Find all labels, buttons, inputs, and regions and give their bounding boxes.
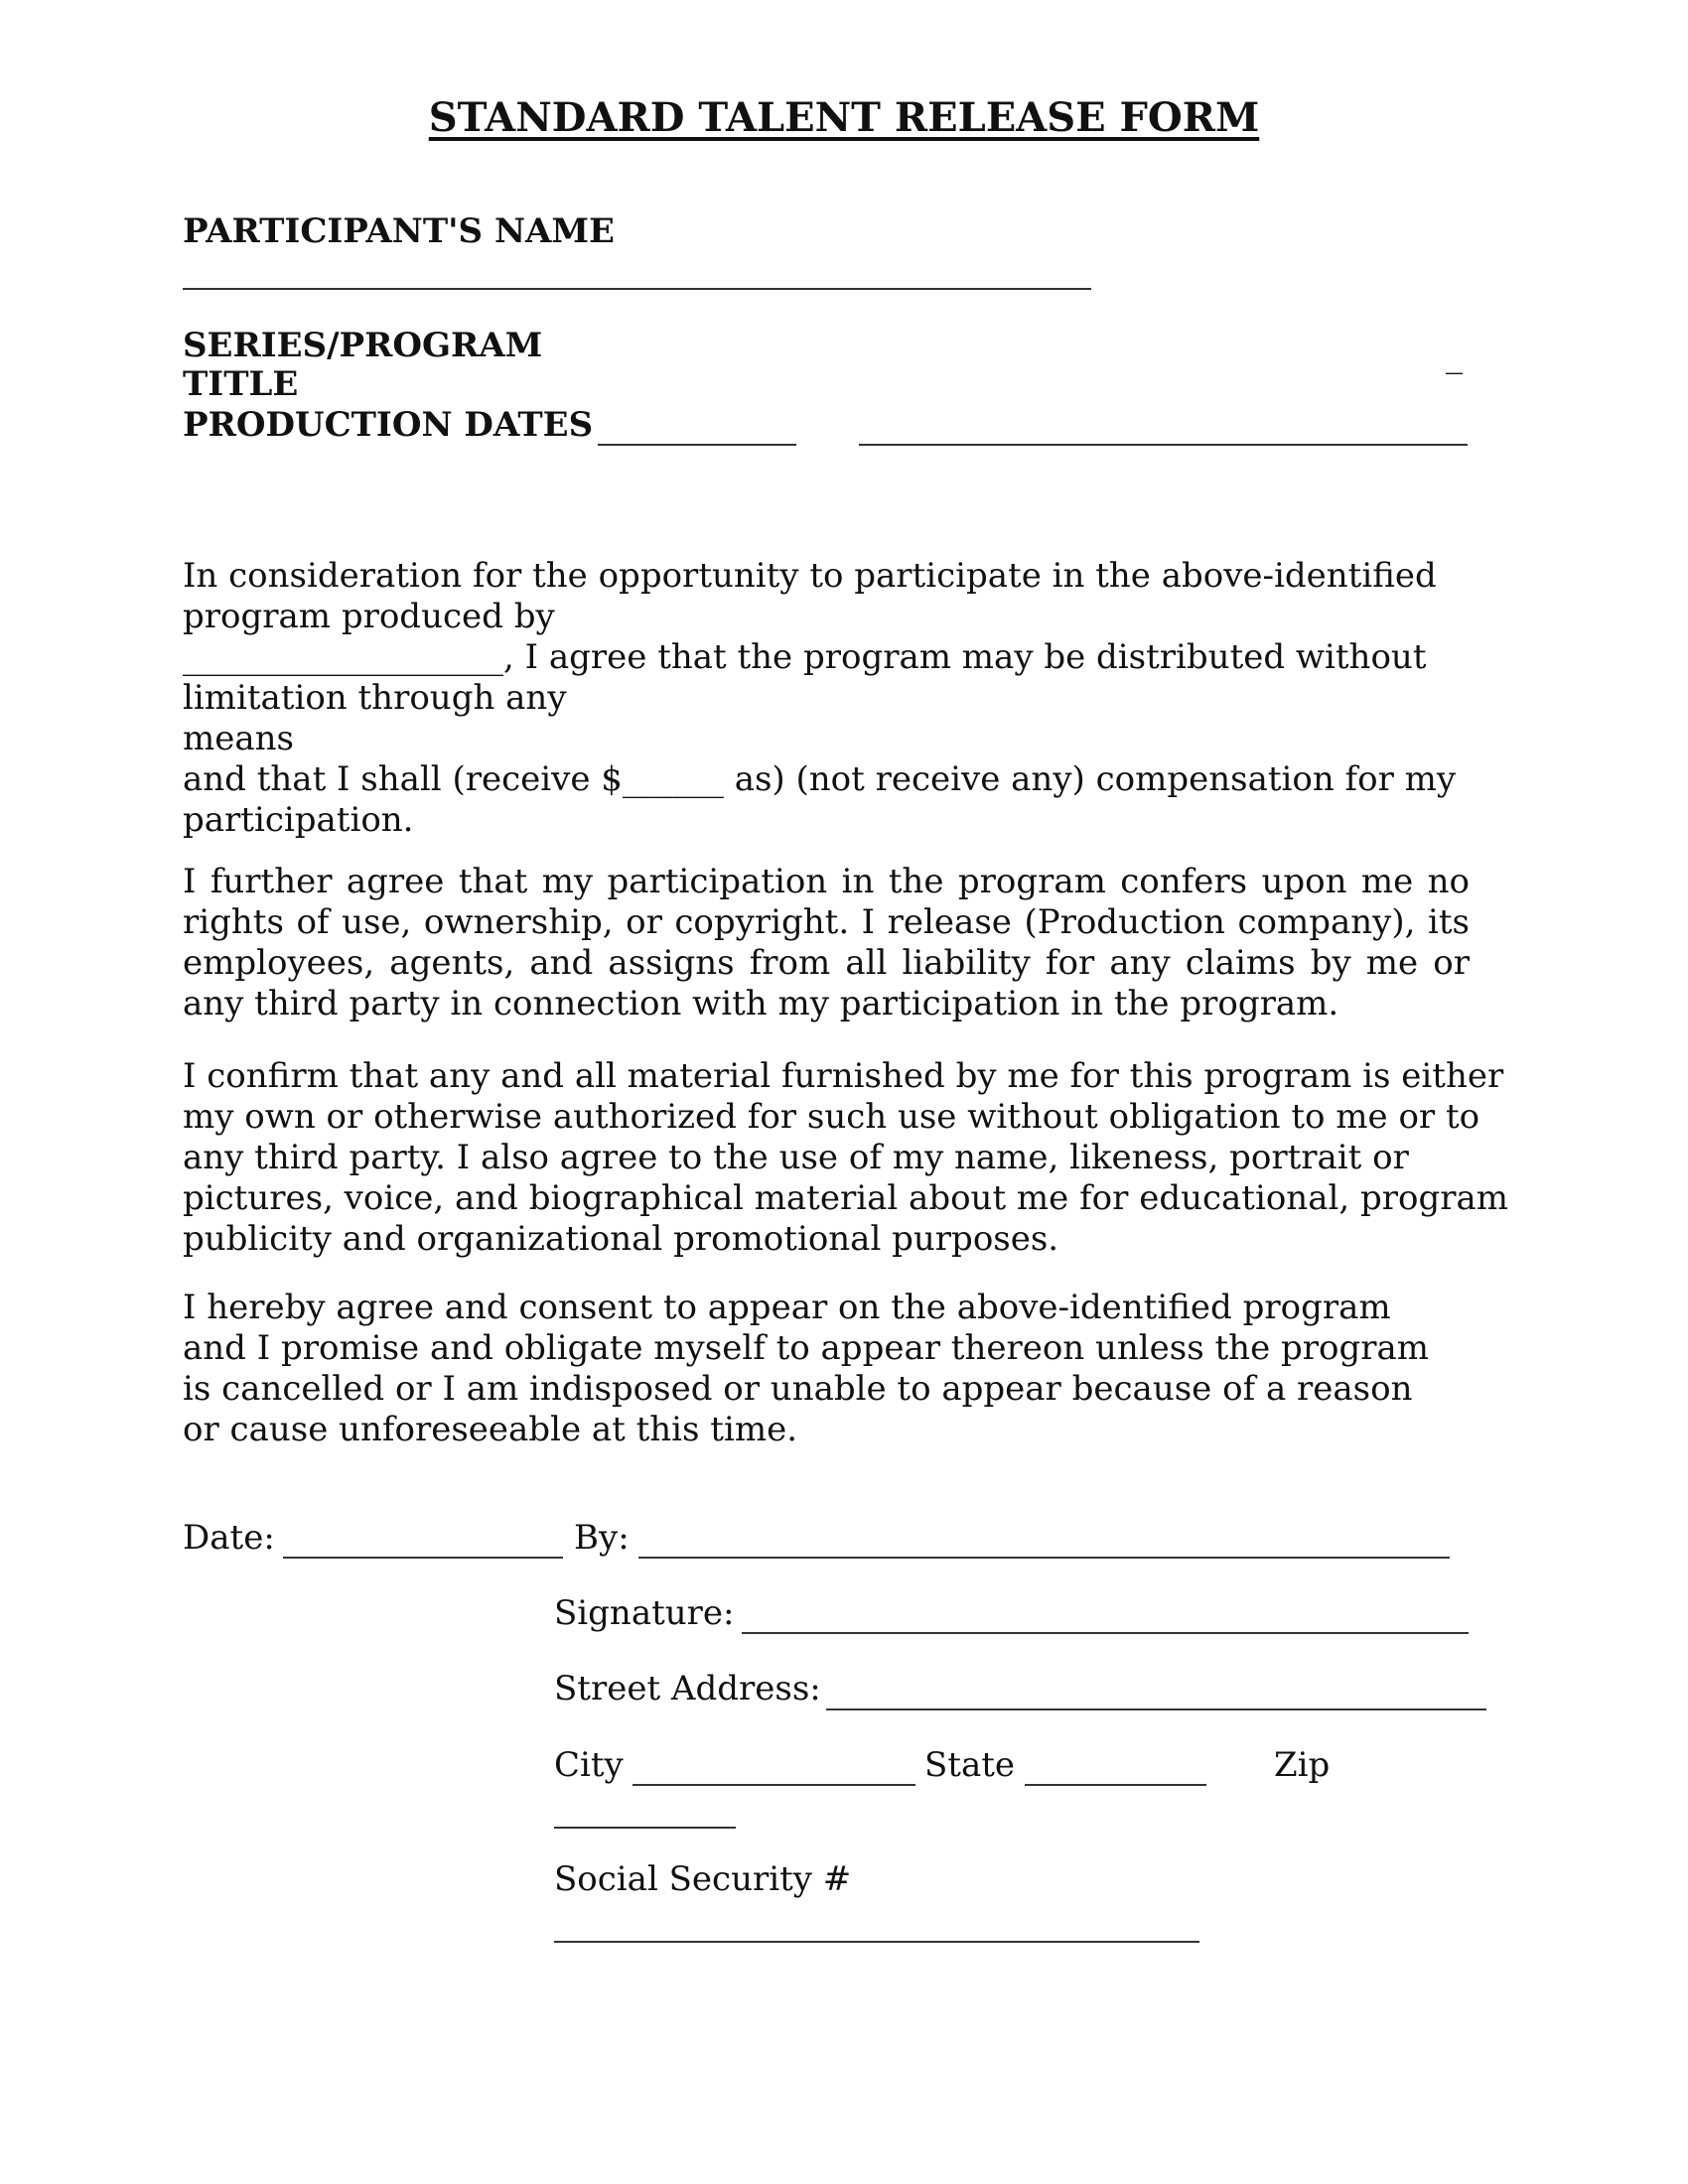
form-title: STANDARD TALENT RELEASE FORM xyxy=(428,94,1260,141)
signature-label: Signature: xyxy=(554,1593,735,1633)
production-end-date-field[interactable] xyxy=(859,444,1468,446)
paragraph-line: my own or otherwise authorized for such use without obligation to me or to xyxy=(183,1097,1480,1137)
by-label: By: xyxy=(574,1518,630,1558)
zip-field[interactable] xyxy=(554,1827,736,1829)
paragraph-line: is cancelled or I am indisposed or unable to appear because of a reason xyxy=(183,1369,1413,1409)
series-program-label: SERIES/PROGRAM xyxy=(183,326,543,365)
participant-name-field[interactable] xyxy=(183,288,1091,290)
social-security-field[interactable] xyxy=(554,1941,1199,1943)
material-paragraph xyxy=(183,1056,1508,1260)
paragraph-line: pictures, voice, and biographical material about me for educational, program xyxy=(183,1178,1508,1218)
production-start-date-field[interactable] xyxy=(598,444,796,446)
city-label: City xyxy=(554,1745,624,1785)
series-title-field[interactable]: _ xyxy=(1446,336,1463,375)
paragraph-line: any third party. I also agree to the use of my name, likeness, portrait or xyxy=(183,1138,1409,1177)
state-label: State xyxy=(924,1745,1016,1785)
paragraph-line: I hereby agree and consent to appear on the above-identified program xyxy=(183,1288,1391,1327)
paragraph-line: means xyxy=(183,719,294,758)
participant-name-label: PARTICIPANT'S NAME xyxy=(183,211,615,251)
date-label: Date: xyxy=(183,1518,275,1558)
paragraph-line: In consideration for the opportunity to participate in the above-identified xyxy=(183,556,1437,596)
zip-label: Zip xyxy=(1274,1745,1331,1785)
state-field[interactable] xyxy=(1025,1784,1206,1786)
release-paragraph: I further agree that my participation in the program confers upon me no rights of use, ownership, or copyright. I release (Production company), its employees, agents, and assigns from all liability for any claims by me or any third party in connection with my participation in the program. xyxy=(183,862,1470,1024)
production-dates-label: PRODUCTION DATES xyxy=(183,405,594,445)
paragraph-line: publicity and organizational promotional purposes. xyxy=(183,1219,1059,1259)
paragraph-line: I confirm that any and all material furnished by me for this program is either xyxy=(183,1056,1504,1096)
consent-paragraph xyxy=(183,1288,1429,1450)
street-address-label: Street Address: xyxy=(554,1669,821,1708)
paragraph-line: program produced by xyxy=(183,597,555,636)
consideration-paragraph xyxy=(183,556,1456,841)
paragraph-line: or cause unforeseeable at this time. xyxy=(183,1410,798,1449)
social-security-label: Social Security # xyxy=(554,1859,852,1899)
paragraph-line: ___________________, I agree that the program may be distributed without xyxy=(183,637,1427,677)
by-field[interactable] xyxy=(638,1557,1450,1559)
series-title-label: TITLE xyxy=(183,364,299,404)
street-address-field[interactable] xyxy=(826,1708,1486,1710)
signature-field[interactable] xyxy=(742,1632,1469,1634)
paragraph-line: limitation through any xyxy=(183,678,567,718)
paragraph-line: and I promise and obligate myself to appear thereon unless the program xyxy=(183,1328,1430,1368)
date-field[interactable] xyxy=(283,1557,563,1559)
paragraph-line: participation. xyxy=(183,800,414,840)
city-field[interactable] xyxy=(633,1784,915,1786)
paragraph-line: and that I shall (receive $______ as) (not receive any) compensation for my xyxy=(183,759,1457,799)
